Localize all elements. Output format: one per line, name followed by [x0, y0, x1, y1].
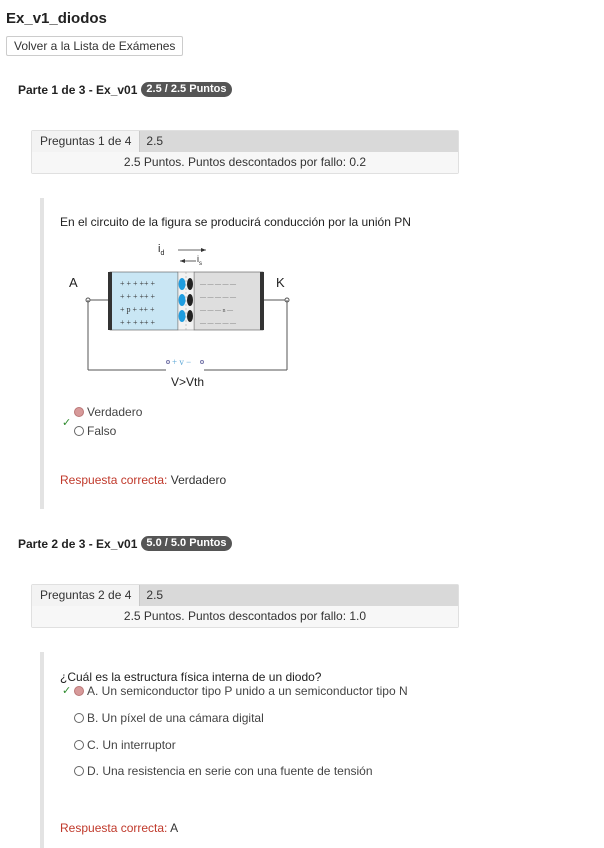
correct-answer-label: Respuesta correcta: — [60, 821, 168, 835]
part-title: Parte 2 de 3 - Ex_v01 — [18, 536, 138, 551]
ion — [179, 278, 186, 290]
terminal-k-label: K — [276, 275, 285, 290]
answer-option[interactable] — [74, 405, 142, 419]
question-text: En el circuito de la figura se producirá conducción por la unión PN — [60, 215, 411, 229]
voltage-source-label: + v − — [172, 357, 192, 367]
ion — [179, 294, 186, 306]
ion — [187, 310, 193, 322]
option-label: Verdadero — [87, 405, 143, 419]
radio-icon[interactable] — [74, 766, 84, 776]
option-label: A. Un semiconductor tipo P unido a un semiconductor tipo N — [87, 684, 408, 698]
terminal-a-label: A — [69, 275, 78, 290]
radio-selected-icon[interactable] — [74, 407, 84, 417]
current-id-label: $i_d$ — [158, 243, 165, 257]
ion — [187, 294, 193, 306]
question-text: ¿Cuál es la estructura física interna de un diodo? — [60, 670, 322, 684]
part-heading — [18, 82, 232, 97]
radio-icon[interactable] — [74, 426, 84, 436]
correct-answer-label: Respuesta correcta: — [60, 473, 168, 487]
question-header — [31, 584, 459, 628]
radio-selected-icon[interactable] — [74, 686, 84, 696]
ion — [187, 278, 193, 290]
n-charge-row: — — — — — — [200, 321, 236, 327]
p-charge-row: + + + ++ + — [120, 318, 156, 327]
correct-answer-value: Verdadero — [170, 473, 227, 487]
n-charge-row: — — — — — — [200, 282, 236, 288]
answer-option[interactable] — [74, 684, 408, 698]
n-charge-row: — — — n — — [200, 308, 233, 314]
points-info: 2.5 Puntos. Puntos descontados por fallo: 1.0 — [32, 606, 458, 627]
question-header — [31, 130, 459, 174]
correct-answer — [60, 473, 226, 487]
checkmark-icon: ✓ — [62, 417, 72, 429]
n-charge-row: — — — — — — [200, 295, 236, 301]
points-info: 2.5 Puntos. Puntos descontados por fallo: 0.2 — [32, 152, 458, 173]
answer-option[interactable] — [74, 738, 176, 752]
p-charge-row: + + + ++ + — [120, 292, 156, 301]
back-to-exam-list-button[interactable]: Volver a la Lista de Exámenes — [6, 36, 183, 56]
option-label: D. Una resistencia en serie con una fuente de tensión — [87, 764, 373, 778]
question-score: 2.5 — [146, 588, 164, 602]
part-heading — [18, 536, 232, 551]
part-title: Parte 1 de 3 - Ex_v01 — [18, 82, 138, 97]
p-charge-row: + + + ++ + — [120, 279, 156, 288]
page-title: Ex_v1_diodos — [6, 10, 107, 27]
condition-label: V>Vth — [171, 375, 205, 389]
option-label: C. Un interruptor — [87, 738, 176, 752]
score-badge: 5.0 / 5.0 Puntos — [141, 536, 231, 551]
answer-option[interactable] — [74, 424, 116, 438]
option-label: B. Un píxel de una cámara digital — [87, 711, 264, 725]
current-is-label: $i_s$ — [197, 254, 202, 267]
checkmark-icon: ✓ — [62, 685, 72, 697]
correct-answer — [60, 821, 178, 835]
diode-circuit-figure — [60, 238, 300, 390]
answer-option[interactable] — [74, 764, 373, 778]
correct-answer-value: A — [170, 821, 179, 835]
radio-icon[interactable] — [74, 740, 84, 750]
p-charge-row: + p + ++ + — [120, 305, 155, 314]
ion — [179, 310, 186, 322]
question-score: 2.5 — [146, 134, 164, 148]
option-label: Falso — [87, 424, 117, 438]
question-number: Preguntas 1 de 4 — [32, 131, 140, 152]
radio-icon[interactable] — [74, 713, 84, 723]
question-number: Preguntas 2 de 4 — [32, 585, 140, 606]
answer-option[interactable] — [74, 711, 264, 725]
score-badge: 2.5 / 2.5 Puntos — [141, 82, 231, 97]
